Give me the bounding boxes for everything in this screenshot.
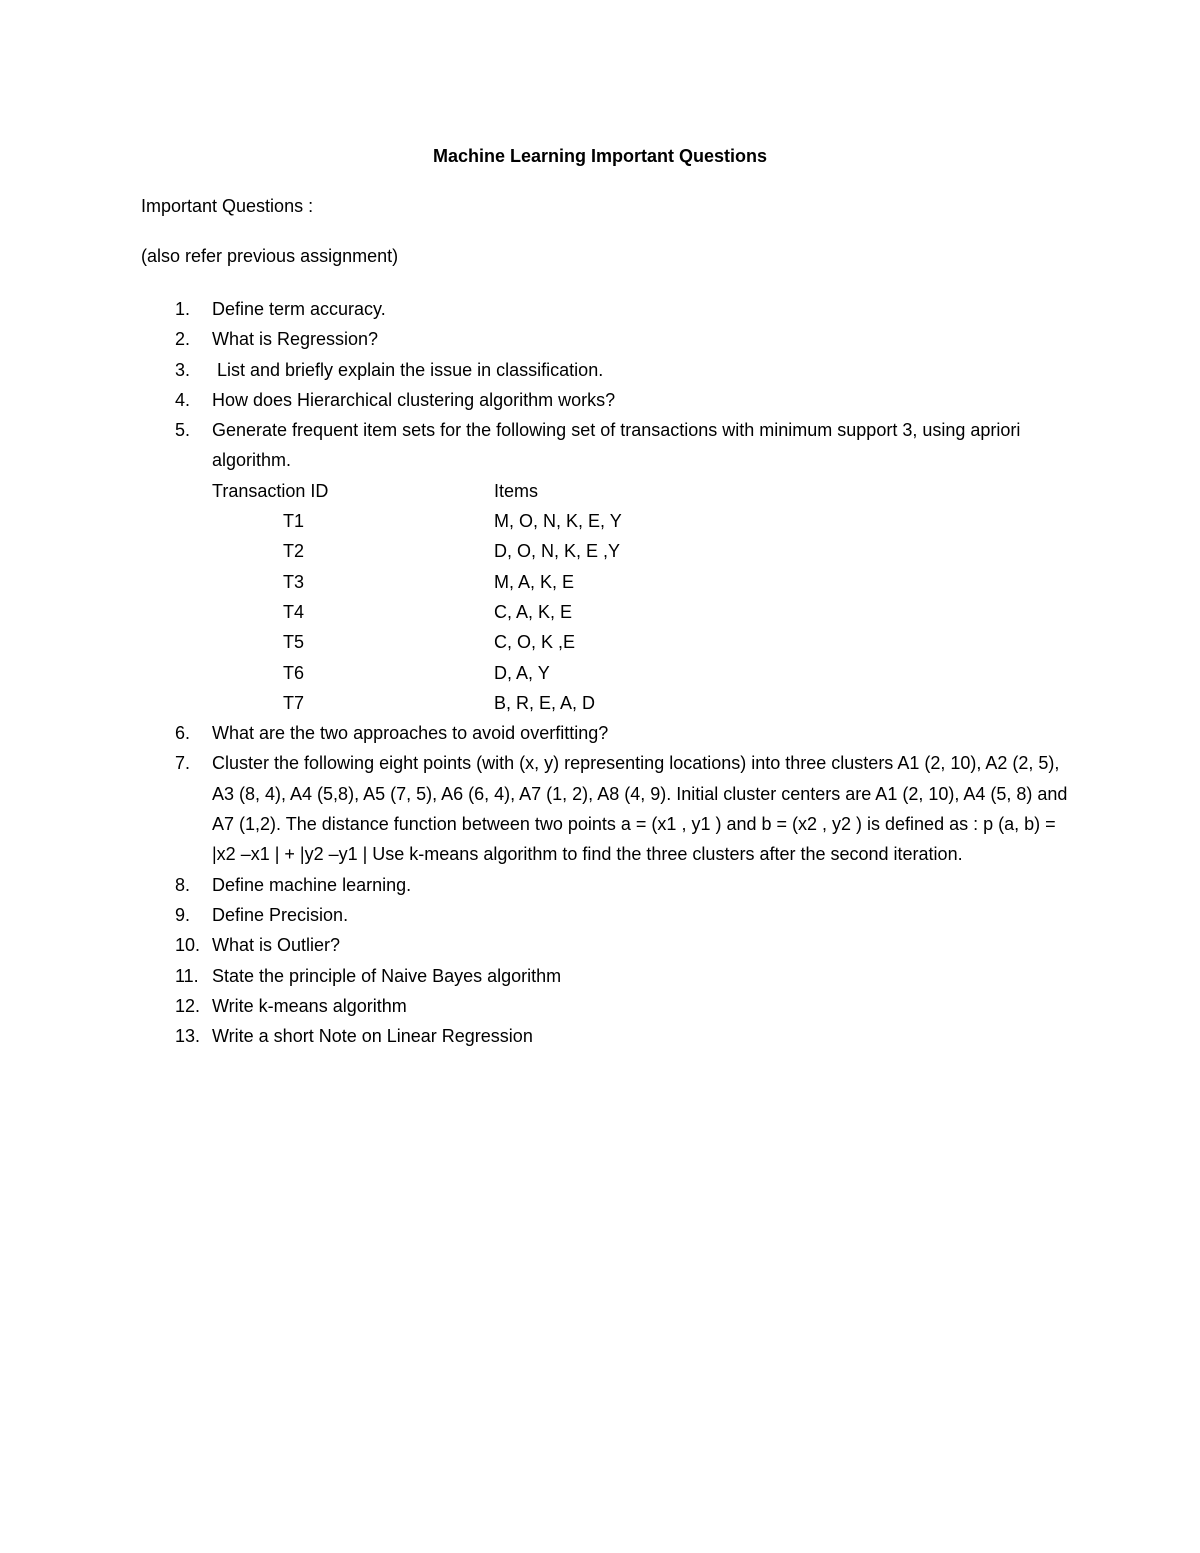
table-row — [212, 627, 622, 657]
question-number: 4. — [175, 389, 191, 410]
transaction-items-cell: D, O, N, K, E ,Y — [494, 541, 621, 562]
question-number: 7. — [175, 753, 191, 774]
column-header-transaction-id: Transaction ID — [212, 480, 329, 501]
question-number: 12. — [175, 995, 201, 1016]
transaction-items-cell: D, A, Y — [494, 662, 550, 683]
question-item — [141, 870, 1071, 900]
question-text: Write k-means algorithm — [212, 995, 407, 1016]
question-item — [141, 748, 1071, 869]
question-text: How does Hierarchical clustering algorithm works? — [212, 389, 616, 410]
transaction-items-cell: B, R, E, A, D — [494, 692, 596, 713]
question-text: Define machine learning. — [212, 874, 412, 895]
table-row — [212, 567, 622, 597]
table-row — [212, 658, 622, 688]
page-title: Machine Learning Important Questions — [432, 146, 768, 166]
transaction-id-cell: T5 — [283, 632, 305, 653]
question-number: 10. — [175, 935, 201, 956]
note-text: (also refer previous assignment) — [141, 246, 399, 266]
question-item — [141, 415, 1071, 718]
question-item — [141, 294, 1071, 324]
transaction-id-cell: T2 — [283, 541, 305, 562]
question-number: 1. — [175, 299, 191, 319]
question-number: 11. — [175, 965, 199, 986]
table-row — [212, 536, 622, 566]
transaction-id-cell: T3 — [283, 571, 305, 592]
table-header-row — [212, 476, 622, 506]
question-text: Write a short Note on Linear Regression — [212, 1026, 533, 1047]
question-item — [141, 355, 1071, 385]
question-item — [141, 1021, 1071, 1051]
table-row — [212, 506, 622, 536]
transaction-id-cell: T6 — [283, 662, 305, 683]
question-text: Define Precision. — [212, 904, 349, 925]
question-text: Define term accuracy. — [212, 299, 386, 319]
transaction-items-cell: C, A, K, E — [494, 601, 573, 622]
question-number: 3. — [175, 359, 191, 380]
question-text: Cluster the following eight points (with (x, y) representing locations) into three clusters A1 (2, 10), A2 (2, 5), A3 (8, 4), A4 (5,8), A5 (7, 5), A6 (6, 4), A7 (1, 2), A8 (4, 9). Initial cluster centers are A1 (2, 10), A4 (5, 8) and A7 (1,2). The distance function between two points a = (x1 , y1 ) and b = (x2 , y2 ) is defined as : p (a, b) = |x2 –x1 | + |y2 –y1 | Use k-means algorithm to find the three clusters after the second iteration. — [212, 753, 1068, 865]
question-text: State the principle of Naive Bayes algorithm — [212, 965, 562, 986]
question-item — [141, 324, 1071, 354]
transaction-items-cell: C, O, K ,E — [494, 632, 576, 653]
question-number: 9. — [175, 904, 191, 925]
question-text: Generate frequent item sets for the following set of transactions with minimum support 3, using apriori algorithm. — [212, 420, 1021, 471]
question-text: What is Outlier? — [212, 935, 341, 956]
question-number: 5. — [175, 420, 191, 441]
transaction-table — [212, 476, 622, 718]
transaction-items-cell: M, A, K, E — [494, 571, 575, 592]
question-item — [141, 930, 1071, 960]
transaction-id-cell: T1 — [283, 511, 305, 532]
question-text: What is Regression? — [212, 329, 379, 350]
table-row — [212, 597, 622, 627]
question-item — [141, 900, 1071, 930]
question-text: What are the two approaches to avoid overfitting? — [212, 723, 609, 744]
question-number: 2. — [175, 329, 191, 350]
table-row — [212, 688, 622, 718]
question-item — [141, 718, 1071, 748]
column-header-items: Items — [494, 480, 539, 501]
transaction-items-cell: M, O, N, K, E, Y — [494, 511, 622, 532]
question-list — [141, 294, 1071, 1051]
question-number: 8. — [175, 874, 191, 895]
question-item — [141, 961, 1071, 991]
question-item — [141, 991, 1071, 1021]
transaction-id-cell: T4 — [283, 601, 305, 622]
question-item — [141, 385, 1071, 415]
question-number: 13. — [175, 1026, 201, 1047]
question-number: 6. — [175, 723, 191, 744]
question-text: List and briefly explain the issue in classification. — [212, 359, 604, 380]
transaction-id-cell: T7 — [283, 692, 305, 713]
section-heading: Important Questions : — [141, 196, 314, 216]
